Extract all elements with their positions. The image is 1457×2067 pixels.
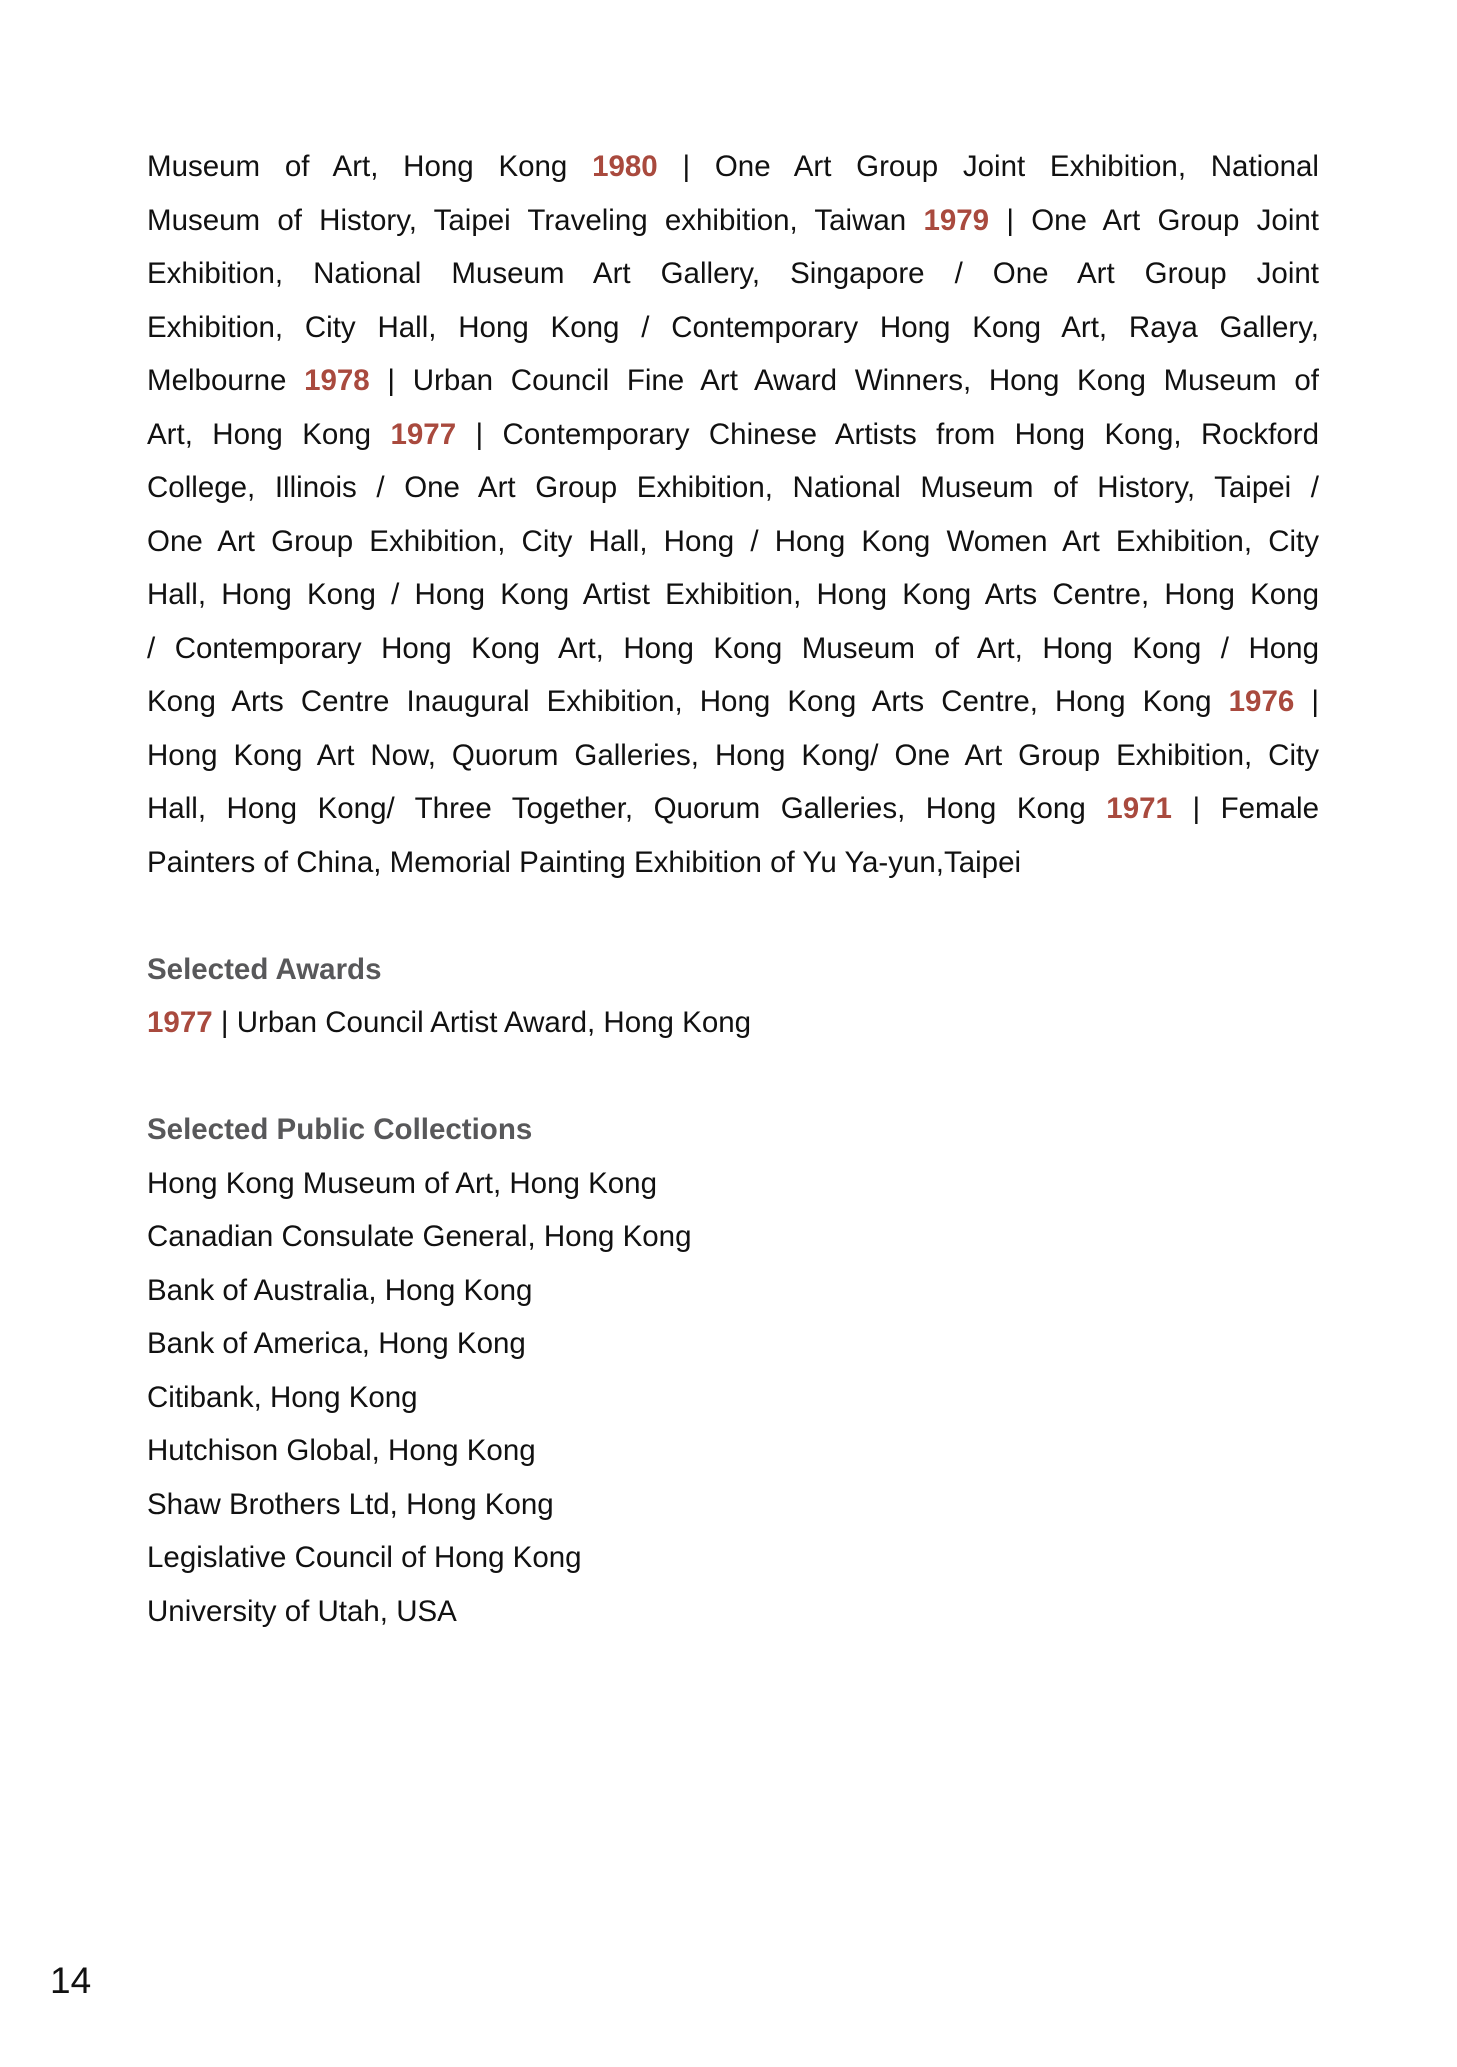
year-label: 1979 xyxy=(923,203,990,237)
paragraph-line xyxy=(147,568,1319,622)
paragraph-line xyxy=(147,622,1319,676)
collection-item: Canadian Consulate General, Hong Kong xyxy=(147,1220,692,1253)
paragraph-line xyxy=(147,354,1319,408)
spacer xyxy=(147,889,1319,943)
paragraph-line xyxy=(147,836,1319,890)
exhibition-text: Hong Kong Art Now, Quorum Galleries, Hong Kong/ One Art Group Exhibition, City xyxy=(147,738,1319,772)
paragraph-line xyxy=(147,408,1319,462)
exhibition-text: One Art Group Exhibition, City Hall, Hong / Hong Kong Women Art Exhibition, City xyxy=(147,524,1319,558)
exhibition-text: Painters of China, Memorial Painting Exhibition of Yu Ya-yun,Taipei xyxy=(147,845,1022,879)
exhibition-text: Museum of History, Taipei Traveling exhibition, Taiwan xyxy=(147,203,924,237)
collection-item: Hong Kong Museum of Art, Hong Kong xyxy=(147,1166,657,1200)
collection-item: Legislative Council of Hong Kong xyxy=(147,1541,582,1574)
year-label: 1977 xyxy=(390,417,457,451)
collection-item: Citibank, Hong Kong xyxy=(147,1380,418,1414)
collection-item: University of Utah, USA xyxy=(147,1594,457,1628)
paragraph-line xyxy=(147,140,1319,194)
exhibition-text: Art, Hong Kong xyxy=(147,417,391,451)
exhibition-text: | One Art Group Joint xyxy=(989,203,1319,237)
paragraph-line xyxy=(147,194,1319,248)
exhibition-text: Museum of Art, Hong Kong xyxy=(147,150,593,183)
collections-heading: Selected Public Collections xyxy=(147,1113,533,1146)
collection-item: Hutchison Global, Hong Kong xyxy=(147,1434,536,1467)
paragraph-line xyxy=(147,461,1319,515)
exhibition-text: | xyxy=(1294,685,1320,718)
exhibition-text: / Contemporary Hong Kong Art, Hong Kong Museum of Art, Hong Kong / Hong xyxy=(147,631,1319,665)
spacer xyxy=(147,1050,1319,1104)
year-label: 1980 xyxy=(592,150,658,183)
exhibition-text: Hall, Hong Kong/ Three Together, Quorum Galleries, Hong Kong xyxy=(147,792,1107,825)
exhibition-text: Hall, Hong Kong / Hong Kong Artist Exhibition, Hong Kong Arts Centre, Hong Kong xyxy=(147,578,1319,611)
exhibition-text: | One Art Group Joint Exhibition, National xyxy=(657,150,1319,183)
collection-item: Bank of America, Hong Kong xyxy=(147,1327,526,1360)
year-label: 1971 xyxy=(1106,792,1172,825)
award-item xyxy=(147,996,1319,1050)
year-label: 1976 xyxy=(1228,685,1295,718)
awards-heading: Selected Awards xyxy=(147,952,382,986)
collections-list xyxy=(147,1157,1319,1639)
exhibition-text: | Contemporary Chinese Artists from Hong Kong, Rockford xyxy=(456,417,1319,451)
collection-item: Bank of Australia, Hong Kong xyxy=(147,1273,533,1307)
exhibition-text: Exhibition, National Museum Art Gallery, Singapore / One Art Group Joint xyxy=(147,257,1319,290)
exhibitions-paragraph xyxy=(147,140,1319,889)
paragraph-line xyxy=(147,675,1319,729)
page-number: 14 xyxy=(50,1960,92,2001)
exhibition-text: Exhibition, City Hall, Hong Kong / Contemporary Hong Kong Art, Raya Gallery, xyxy=(147,310,1319,344)
paragraph-line xyxy=(147,515,1319,569)
award-year: 1977 xyxy=(147,1006,213,1039)
exhibition-text: Melbourne xyxy=(147,364,305,397)
paragraph-line xyxy=(147,247,1319,301)
page-content xyxy=(147,140,1319,1638)
paragraph-line xyxy=(147,729,1319,783)
exhibition-text: | Urban Council Fine Art Award Winners, Hong Kong Museum of xyxy=(369,364,1319,397)
paragraph-line xyxy=(147,782,1319,836)
exhibition-text: | Female xyxy=(1171,792,1319,825)
award-text: | Urban Council Artist Award, Hong Kong xyxy=(212,1006,752,1039)
exhibition-text: Kong Arts Centre Inaugural Exhibition, Hong Kong Arts Centre, Hong Kong xyxy=(147,685,1229,718)
paragraph-line xyxy=(147,301,1319,355)
collection-item: Shaw Brothers Ltd, Hong Kong xyxy=(147,1487,554,1521)
exhibition-text: College, Illinois / One Art Group Exhibition, National Museum of History, Taipei / xyxy=(147,471,1319,504)
year-label: 1978 xyxy=(304,364,370,397)
